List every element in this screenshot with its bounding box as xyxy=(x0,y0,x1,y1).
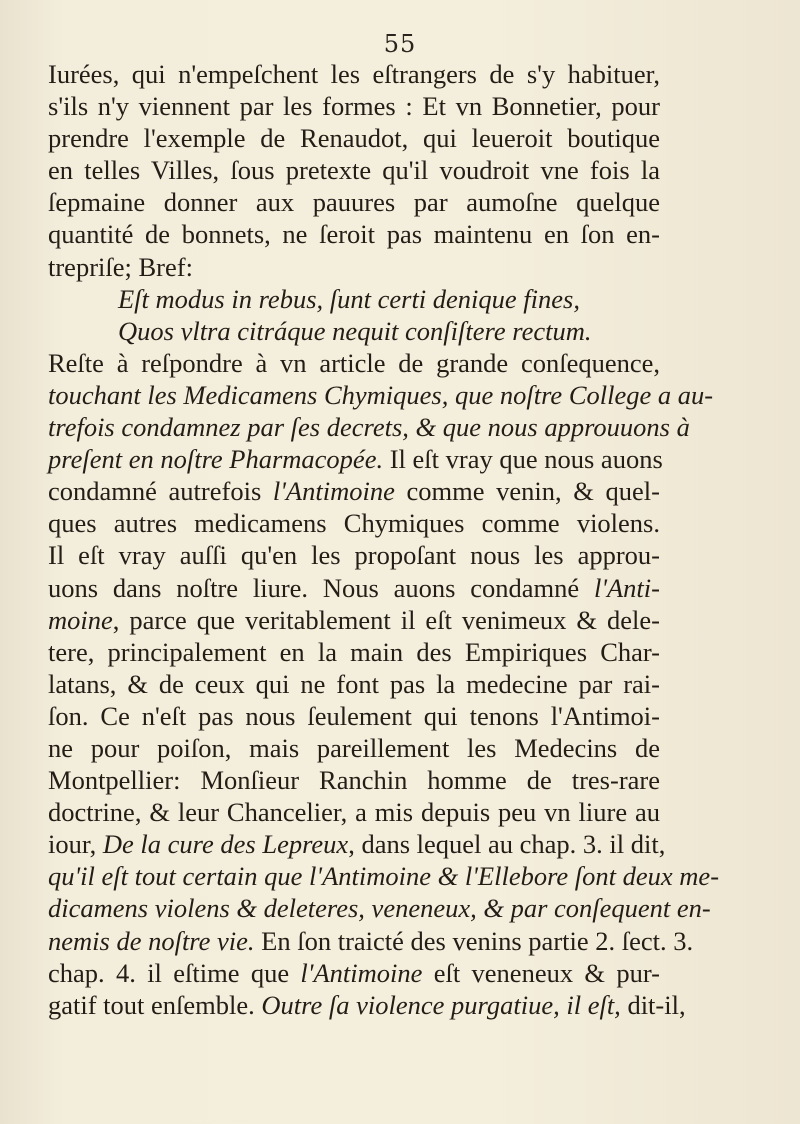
text-line xyxy=(48,58,660,90)
text-segment: preſent en noſtre Pharmacopée. xyxy=(48,444,384,475)
text-segment: Il eſt vray que nous auons xyxy=(383,444,663,475)
text-segment: Quos vltra citráque nequit conſiſtere rectum. xyxy=(118,315,592,346)
text-line xyxy=(48,154,660,186)
text-segment: trepriſe; Bref: xyxy=(48,251,193,282)
text-segment: touchant les Medicamens Chymiques, que noſtre College a au- xyxy=(48,379,714,410)
text-segment: De la cure des Lepreux xyxy=(102,829,349,860)
text-line xyxy=(48,507,660,539)
text-segment: prendre l'exemple de Renaudot, qui leueroit boutique xyxy=(48,123,660,154)
text-line xyxy=(48,411,690,443)
text-line xyxy=(48,860,720,892)
text-segment: ſon. Ce n'eſt pas nous ſeulement qui tenons l'Antimoi- xyxy=(48,700,660,731)
text-segment: tere, principalement en la main des Empiriques Char- xyxy=(48,636,660,667)
text-segment: Il eſt vray auſſi qu'en les propoſant nous les approu- xyxy=(48,540,660,571)
text-line xyxy=(48,700,660,732)
text-segment: iour, xyxy=(48,829,103,860)
text-segment: eſt veneneux & pur- xyxy=(422,957,660,988)
text-line xyxy=(48,443,663,475)
body-text xyxy=(48,58,720,1021)
text-line xyxy=(48,347,660,379)
text-segment: latans, & de ceux qui ne font pas la medecine par rai- xyxy=(48,668,660,699)
text-line xyxy=(48,379,714,411)
text-segment: l'Anti- xyxy=(593,572,660,603)
text-segment: qu'il eſt tout certain que l'Antimoine & l'Ellebore ſont deux me- xyxy=(48,861,720,892)
text-segment: ne pour poiſon, mais pareillement les Medecins de xyxy=(48,732,660,763)
text-segment: chap. 4. il eſtime que xyxy=(48,957,301,988)
text-segment: dicamens violens & deleteres, veneneux, & par conſequent en- xyxy=(48,893,711,924)
text-segment: comme venin, & quel- xyxy=(394,476,660,507)
text-line xyxy=(48,636,660,668)
text-segment: En ſon traicté des venins partie 2. ſect. 3. xyxy=(254,925,694,956)
text-line xyxy=(48,475,660,507)
text-line xyxy=(48,892,711,924)
text-segment: trefois condamnez par ſes decrets, & que nous approuuons à xyxy=(48,412,690,443)
text-segment: en telles Villes, ſous pretexte qu'il voudroit vne fois la xyxy=(48,155,660,186)
text-segment: ques autres medicamens Chymiques comme violens. xyxy=(48,508,660,539)
text-line xyxy=(48,90,660,122)
text-line xyxy=(48,539,660,571)
text-segment: l'Antimoine xyxy=(300,957,423,988)
text-line xyxy=(48,186,660,218)
text-segment: doctrine, & leur Chancelier, a mis depuis peu vn liure au xyxy=(48,797,660,828)
text-line xyxy=(48,283,660,315)
text-segment: moine xyxy=(48,604,113,635)
text-segment: , parce que veritablement il eſt venimeux & dele- xyxy=(112,604,660,635)
text-segment: ſepmaine donner aux pauures par aumoſne quelque xyxy=(48,187,660,218)
text-line xyxy=(48,122,660,154)
text-segment: l'Antimoine xyxy=(272,476,395,507)
text-segment: Iurées, qui n'empeſchent les eſtrangers de s'y habituer, xyxy=(48,59,660,89)
text-line xyxy=(48,925,694,957)
text-line xyxy=(48,668,660,700)
page-number: 55 xyxy=(383,30,417,58)
text-line xyxy=(48,989,686,1021)
text-line xyxy=(48,218,660,250)
text-line xyxy=(48,251,660,283)
text-segment: dit-il, xyxy=(620,989,686,1020)
text-line xyxy=(48,828,666,860)
text-segment: uons dans noſtre liure. Nous auons condamné xyxy=(48,572,594,603)
text-segment: Eſt modus in rebus, ſunt certi denique fines, xyxy=(118,283,580,314)
text-segment: condamné autrefois xyxy=(48,476,273,507)
text-segment: gatif tout enſemble. xyxy=(48,989,262,1020)
text-line xyxy=(48,572,660,604)
text-segment: nemis de noſtre vie. xyxy=(48,925,255,956)
text-line xyxy=(48,732,660,764)
text-segment: Montpellier: Monſieur Ranchin homme de tres-rare xyxy=(48,765,660,796)
text-segment: Outre ſa violence purgatiue, il eſt, xyxy=(261,989,621,1020)
text-segment: quantité de bonnets, ne ſeroit pas maintenu en ſon en- xyxy=(48,219,660,250)
text-line xyxy=(48,604,660,636)
text-line xyxy=(48,315,660,347)
text-segment: Reſte à reſpondre à vn article de grande conſequence, xyxy=(48,347,660,378)
text-line xyxy=(48,764,660,796)
text-segment: s'ils n'y viennent par les formes : Et vn Bonnetier, pour xyxy=(48,91,660,122)
text-line xyxy=(48,796,660,828)
text-line xyxy=(48,957,660,989)
text-segment: , dans lequel au chap. 3. il dit, xyxy=(348,829,666,860)
